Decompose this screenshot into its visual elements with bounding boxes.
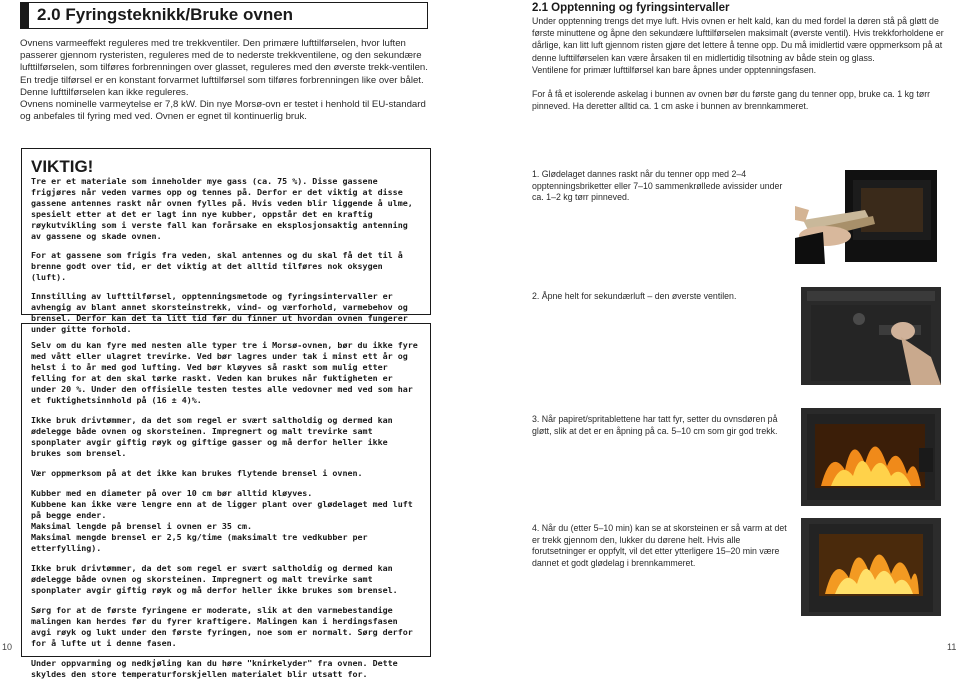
stove-top-illustration: [801, 287, 941, 385]
step-1-text: 1. Glødelaget dannes raskt når du tenner opp med 2–4 opptenningsbriketter eller 7–10 sammenkrøllede avissider under ca. 1–2 kg tørr pinneved.: [532, 169, 783, 202]
kindling-illustration: [795, 166, 941, 264]
subsection-paragraph: Ventilene for primær lufttilførsel kan bare åpnes under opptenningsfasen.: [532, 64, 817, 75]
warning-paragraph: For at gassene som frigis fra veden, skal antennes og du skal få det til å brenne godt over tid, er det viktig at det alltid tilføres nok oksygen (luft).: [31, 250, 403, 282]
air-vent-photo: [801, 287, 941, 385]
step-3-text: 3. Når papiret/spritablettene har tatt fyr, setter du ovnsdøren på gløtt, slik at det er en åpning på ca. 5–10 cm som gir god trekk.: [532, 414, 778, 436]
fuel-paragraph: Sørg for at de første fyringene er moderate, slik at den varmebestandige malingen kan herdes før du fyrer kraftigere. Malingen kan i herdingsfasen avgi røyk og lukt under den første fyringen, noe som er normalt. Sørg derfor for å lufte ut i denne fasen.: [31, 605, 413, 648]
fuel-paragraph: Ikke bruk drivtømmer, da det som regel er svært saltholdig og dermed kan ødelegge både ovnen og skorsteinen. Impregnert og malt trevirke samt sponplater avgir giftig røyk og må derfor heller ikke brukes som brensel.: [31, 563, 398, 595]
kindling-photo: [795, 166, 941, 264]
fire-ajar-illustration: [801, 408, 941, 506]
page-number-right: 11: [947, 642, 957, 652]
warning-paragraph: Tre er et materiale som inneholder mye gass (ca. 75 %). Disse gassene frigjøres når veden varmes opp og tennes på. Derfor er det viktig at disse gassene antennes raskt når ovnen fylles på. Hvis veden blir liggende å ulme, spesielt etter at det er lagt inn nye kubber, oppstår det en kraftig røykutvikling som i verste fall kan forårsake en eksplosjonsaktig antenning av gassene og skade ovnen.: [31, 176, 413, 241]
warning-heading: VIKTIG!: [31, 157, 94, 176]
fuel-paragraph: Selv om du kan fyre med nesten alle typer tre i Morsø-ovnen, bør du ikke fyre med vått eller ulagret trevirke. Ved bør lagres under tak i minst ett år og helst i to år med god lufting. Ved bør kløyves så raskt som mulig etter felling for at den skal tørke raskt. Veden kan brukes når fuktigheten er under 20 %. Under den offisielle testen testes alle vedovner med ved som har et fuktighetsinnhold på (16 ± 4)%.: [31, 340, 418, 405]
intro-text: [20, 38, 430, 123]
intro-paragraph: En tredje tilførsel er en konstant forvarmet lufttilførsel som tilføres forbrenningen like over bålet. Denne lufttilførselen kan ikke reguleres.: [20, 74, 424, 98]
subsection-title: 2.1 Opptenning og fyringsintervaller: [532, 2, 730, 14]
fire-door-ajar-photo: [801, 408, 941, 506]
fuel-paragraph: Vær oppmerksom på at det ikke kan brukes flytende brensel i ovnen.: [31, 468, 363, 478]
warning-content: [31, 176, 421, 335]
subsection-paragraph: For å få et isolerende askelag i bunnen av ovnen bør du første gang du tenner opp, bruke ca. 1 kg tørr pinneved. Ha deretter alltid ca. 1 cm aske i bunnen av brennkammeret.: [532, 89, 931, 112]
section-title: 2.0 Fyringsteknikk/Bruke ovnen: [20, 2, 428, 29]
step-2-text: 2. Åpne helt for sekundærluft – den øverste ventilen.: [532, 291, 737, 301]
intro-paragraph: Ovnens nominelle varmeytelse er 7,8 kW. Din nye Morsø-ovn er testet i henhold til EU-standard og anbefales til fyring med ved. Ovnen er egnet til kontinuerlig bruk.: [20, 99, 426, 123]
warning-box: [21, 148, 431, 334]
fuel-paragraph: Ikke bruk drivtømmer, da det som regel er svært saltholdig og dermed kan ødelegge både ovnen og skorsteinen. Impregnert og malt trevirke samt sponplater avgir giftig røyk og giftige gasser og må derfor heller ikke brukes som brensel.: [31, 415, 393, 458]
fire-door-closed-photo: [801, 518, 941, 616]
fire-closed-illustration: [801, 518, 941, 616]
intro-paragraph: Ovnens varmeeffekt reguleres med tre trekkventiler. Den primære lufttilførselen, hvor luften passerer gjennom rysteristen, reguleres med de to nederste trekkventilene, og den sekundære lufttilførselen, som tilføres forbrenningen over glasset, reguleres med den øverste trekk-ventilen.: [20, 38, 428, 74]
page-number-left: 10: [2, 642, 13, 652]
fuel-paragraph: Kubber med en diameter på over 10 cm bør alltid kløyves. Kubbene kan ikke være lengre enn at de ligger plant over glødelaget med luft på begge ender. Maksimal lengde på brensel i ovnen er 35 cm. Maksimal mengde brensel er 2,5 kg/time (maksimalt tre vedkubber per etterfylling).: [31, 488, 413, 553]
fuel-info-box: [21, 323, 431, 679]
subsection-text: [532, 15, 950, 112]
subsection-paragraph: Under opptenning trengs det mye luft. Hvis ovnen er helt kald, kan du med fordel la døren stå på gløtt de første minuttene og åpne den sekundære lufttilførselen maksimalt (øverste ventil). Hvis trekkforholdene er dårlige, kan litt luft gjennom risten gjøre det lettere å tenne opp. Du må imidlertid være oppmerksom på at denne lufttilførselen kan være årsaken til en midlertidig tilsotning av både stein og glass.: [532, 16, 944, 63]
warning-paragraph: Innstilling av lufttilførsel, opptenningsmetode og fyringsintervaller er avhengig av blant annet skorsteinstrekk, vind- og værforhold, varmebehov og brensel. Derfor kan det ta litt tid før du finner ut hvordan ovnen fungerer under gitte forhold.: [31, 291, 408, 334]
fuel-content: [31, 340, 421, 680]
fuel-paragraph: Under oppvarming og nedkjøling kan du høre "knirkelyder" fra ovnen. Dette skyldes den store temperaturforskjellen materialet blir utsatt for.: [31, 658, 398, 679]
step-4-text: 4. Når du (etter 5–10 min) kan se at skorsteinen er så varm at det er trekk gjennom den, lukker du dørene helt. Hvis alle forutsetninger er oppfylt, vil det etter ytterligere 15–20 min være dannet et godt glødelag i brennkammeret.: [532, 523, 787, 568]
